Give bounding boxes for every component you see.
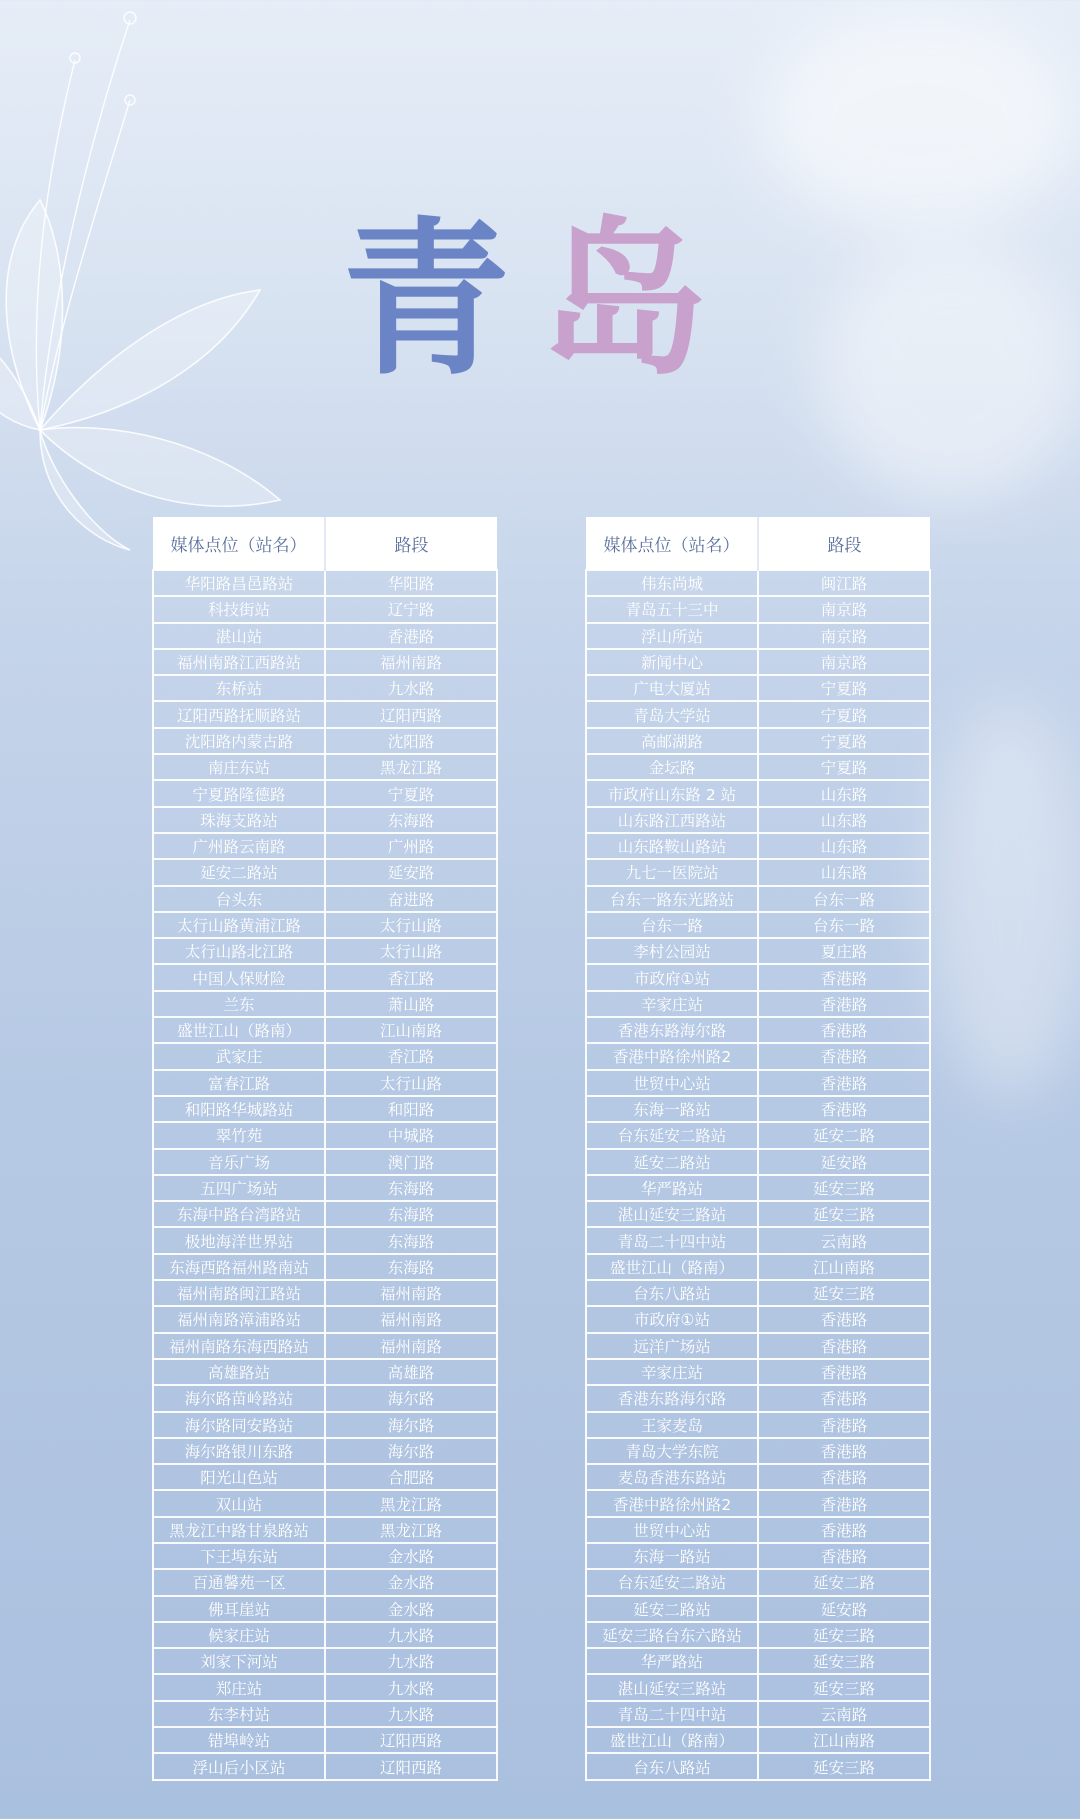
- road-cell: 福州南路: [325, 1333, 497, 1359]
- table-row: [586, 833, 930, 859]
- station-cell: 山东路鞍山路站: [586, 833, 758, 859]
- road-cell: 海尔路: [325, 1412, 497, 1438]
- table-row: [586, 1727, 930, 1753]
- road-cell: 香江路: [325, 1043, 497, 1069]
- station-cell: 黑龙江中路甘泉路站: [153, 1517, 325, 1543]
- table-row: [153, 991, 497, 1017]
- road-cell: 海尔路: [325, 1438, 497, 1464]
- table-row: [153, 780, 497, 806]
- station-cell: 海尔路同安路站: [153, 1412, 325, 1438]
- station-cell: 富春江路: [153, 1070, 325, 1096]
- station-cell: 南庄东站: [153, 754, 325, 780]
- station-cell: 五四广场站: [153, 1175, 325, 1201]
- station-cell: 武家庄: [153, 1043, 325, 1069]
- road-cell: 延安路: [758, 1596, 930, 1622]
- title-char-dao: 岛: [540, 200, 738, 398]
- table-row: [586, 1490, 930, 1516]
- road-cell: 和阳路: [325, 1096, 497, 1122]
- station-cell: 沈阳路内蒙古路: [153, 728, 325, 754]
- table-row: [153, 1122, 497, 1148]
- table-row: [153, 1359, 497, 1385]
- table-row: [153, 1149, 497, 1175]
- table-row: [153, 1175, 497, 1201]
- table-row: [586, 1464, 930, 1490]
- station-cell: 辽阳西路抚顺路站: [153, 701, 325, 727]
- table-row: [153, 1701, 497, 1727]
- road-cell: 太行山路: [325, 1070, 497, 1096]
- station-cell: 台东八路站: [586, 1280, 758, 1306]
- table-row: [586, 1227, 930, 1253]
- station-cell: 延安二路站: [586, 1596, 758, 1622]
- road-cell: 黑龙江路: [325, 754, 497, 780]
- station-cell: 华阳路昌邑路站: [153, 570, 325, 596]
- road-cell: 金水路: [325, 1543, 497, 1569]
- station-cell: 世贸中心站: [586, 1070, 758, 1096]
- table-header-row: [586, 517, 930, 570]
- road-cell: 香港路: [758, 1464, 930, 1490]
- road-cell: 香港路: [758, 1543, 930, 1569]
- table-row: [586, 1569, 930, 1595]
- station-cell: 盛世江山（路南）: [586, 1727, 758, 1753]
- station-cell: 湛山站: [153, 623, 325, 649]
- station-cell: 下王埠东站: [153, 1543, 325, 1569]
- table-row: [586, 938, 930, 964]
- table-row: [586, 1149, 930, 1175]
- station-cell: 台东一路: [586, 912, 758, 938]
- road-cell: 山东路: [758, 780, 930, 806]
- station-cell: 东李村站: [153, 1701, 325, 1727]
- table-row: [586, 1543, 930, 1569]
- station-cell: 青岛五十三中: [586, 596, 758, 622]
- road-cell: 江山南路: [758, 1254, 930, 1280]
- road-cell: 山东路: [758, 807, 930, 833]
- table-row: [153, 1622, 497, 1648]
- table-row: [586, 675, 930, 701]
- table-row: [153, 1753, 497, 1779]
- table-row: [586, 1070, 930, 1096]
- road-cell: 黑龙江路: [325, 1490, 497, 1516]
- road-cell: 香港路: [758, 1490, 930, 1516]
- station-cell: 郑庄站: [153, 1674, 325, 1700]
- road-cell: 辽阳西路: [325, 1753, 497, 1779]
- road-cell: 沈阳路: [325, 728, 497, 754]
- road-cell: 夏庄路: [758, 938, 930, 964]
- road-cell: 太行山路: [325, 912, 497, 938]
- station-cell: 候家庄站: [153, 1622, 325, 1648]
- road-cell: 东海路: [325, 1201, 497, 1227]
- table-row: [153, 1543, 497, 1569]
- table-row: [153, 1727, 497, 1753]
- table-row: [586, 1701, 930, 1727]
- road-cell: 九水路: [325, 1674, 497, 1700]
- station-cell: 浮山后小区站: [153, 1753, 325, 1779]
- table-row: [153, 1227, 497, 1253]
- table-row: [586, 754, 930, 780]
- table-row: [153, 1412, 497, 1438]
- station-cell: 阳光山色站: [153, 1464, 325, 1490]
- station-cell: 香港中路徐州路2: [586, 1043, 758, 1069]
- road-cell: 福州南路: [325, 649, 497, 675]
- cloud-decoration: [930, 700, 1080, 1100]
- station-cell: 香港东路海尔路: [586, 1385, 758, 1411]
- station-cell: 新闻中心: [586, 649, 758, 675]
- table-row: [586, 1254, 930, 1280]
- road-cell: 香港路: [758, 1017, 930, 1043]
- road-cell: 香港路: [758, 1412, 930, 1438]
- station-cell: 延安三路台东六路站: [586, 1622, 758, 1648]
- station-cell: 李村公园站: [586, 938, 758, 964]
- station-cell: 和阳路华城路站: [153, 1096, 325, 1122]
- table-row: [586, 649, 930, 675]
- station-cell: 东海西路福州路南站: [153, 1254, 325, 1280]
- table-row: [586, 1280, 930, 1306]
- station-cell: 台东延安二路站: [586, 1122, 758, 1148]
- table-row: [153, 833, 497, 859]
- station-cell: 科技街站: [153, 596, 325, 622]
- road-cell: 萧山路: [325, 991, 497, 1017]
- station-cell: 翠竹苑: [153, 1122, 325, 1148]
- station-cell: 湛山延安三路站: [586, 1201, 758, 1227]
- title-char-qing: 青: [342, 200, 540, 398]
- table-row: [586, 1306, 930, 1332]
- road-cell: 辽阳西路: [325, 701, 497, 727]
- station-cell: 华严路站: [586, 1648, 758, 1674]
- station-cell: 九七一医院站: [586, 859, 758, 885]
- road-cell: 山东路: [758, 859, 930, 885]
- table-row: [586, 1438, 930, 1464]
- road-cell: 东海路: [325, 1254, 497, 1280]
- road-cell: 香港路: [758, 1517, 930, 1543]
- station-cell: 盛世江山（路南）: [153, 1017, 325, 1043]
- station-cell: 盛世江山（路南）: [586, 1254, 758, 1280]
- road-cell: 海尔路: [325, 1385, 497, 1411]
- road-cell: 宁夏路: [758, 701, 930, 727]
- table-row: [153, 938, 497, 964]
- station-cell: 青岛大学东院: [586, 1438, 758, 1464]
- table-row: [586, 1517, 930, 1543]
- station-cell: 福州南路漳浦路站: [153, 1306, 325, 1332]
- road-cell: 延安三路: [758, 1280, 930, 1306]
- station-cell: 台东延安二路站: [586, 1569, 758, 1595]
- road-cell: 合肥路: [325, 1464, 497, 1490]
- header-station: 媒体点位（站名）: [153, 517, 325, 570]
- table-row: [586, 596, 930, 622]
- table-row: [586, 1201, 930, 1227]
- table-row: [153, 1254, 497, 1280]
- road-cell: 香港路: [758, 1438, 930, 1464]
- station-cell: 错埠岭站: [153, 1727, 325, 1753]
- road-cell: 东海路: [325, 1175, 497, 1201]
- road-cell: 延安三路: [758, 1648, 930, 1674]
- table-row: [153, 964, 497, 990]
- road-cell: 宁夏路: [758, 754, 930, 780]
- station-cell: 浮山所站: [586, 623, 758, 649]
- road-cell: 福州南路: [325, 1306, 497, 1332]
- road-cell: 江山南路: [758, 1727, 930, 1753]
- station-cell: 香港东路海尔路: [586, 1017, 758, 1043]
- road-cell: 黑龙江路: [325, 1517, 497, 1543]
- road-cell: 江山南路: [325, 1017, 497, 1043]
- road-cell: 九水路: [325, 675, 497, 701]
- table-row: [586, 1385, 930, 1411]
- station-cell: 极地海洋世界站: [153, 1227, 325, 1253]
- table-row: [153, 912, 497, 938]
- table-row: [153, 596, 497, 622]
- station-cell: 兰东: [153, 991, 325, 1017]
- road-cell: 南京路: [758, 649, 930, 675]
- station-cell: 福州南路江西路站: [153, 649, 325, 675]
- table-row: [586, 991, 930, 1017]
- road-cell: 宁夏路: [758, 675, 930, 701]
- road-cell: 延安二路: [758, 1122, 930, 1148]
- station-cell: 福州南路闽江路站: [153, 1280, 325, 1306]
- road-cell: 云南路: [758, 1701, 930, 1727]
- station-cell: 延安二路站: [586, 1149, 758, 1175]
- road-cell: 香港路: [758, 1043, 930, 1069]
- station-cell: 太行山路黄浦江路: [153, 912, 325, 938]
- table-row: [586, 1648, 930, 1674]
- table-row: [153, 1648, 497, 1674]
- table-row: [153, 754, 497, 780]
- road-cell: 香港路: [758, 1070, 930, 1096]
- table-row: [586, 1412, 930, 1438]
- table-row: [586, 807, 930, 833]
- road-cell: 金水路: [325, 1596, 497, 1622]
- media-table-left: [152, 517, 498, 1781]
- road-cell: 延安三路: [758, 1674, 930, 1700]
- station-cell: 海尔路银川东路: [153, 1438, 325, 1464]
- table-row: [586, 1359, 930, 1385]
- table-row: [153, 675, 497, 701]
- station-cell: 辛家庄站: [586, 991, 758, 1017]
- table-row: [586, 623, 930, 649]
- table-row: [586, 1596, 930, 1622]
- station-cell: 海尔路苗岭路站: [153, 1385, 325, 1411]
- table-row: [586, 1096, 930, 1122]
- station-cell: 中国人保财险: [153, 964, 325, 990]
- table-row: [586, 701, 930, 727]
- road-cell: 山东路: [758, 833, 930, 859]
- station-cell: 青岛二十四中站: [586, 1701, 758, 1727]
- table-row: [153, 701, 497, 727]
- station-cell: 双山站: [153, 1490, 325, 1516]
- table-row: [586, 570, 930, 596]
- station-cell: 台头东: [153, 886, 325, 912]
- station-cell: 金坛路: [586, 754, 758, 780]
- station-cell: 伟东尚城: [586, 570, 758, 596]
- station-cell: 东海中路台湾路站: [153, 1201, 325, 1227]
- station-cell: 麦岛香港东路站: [586, 1464, 758, 1490]
- station-cell: 台东八路站: [586, 1753, 758, 1779]
- station-cell: 王家麦岛: [586, 1412, 758, 1438]
- table-row: [153, 1490, 497, 1516]
- station-cell: 高雄路站: [153, 1359, 325, 1385]
- road-cell: 东海路: [325, 1227, 497, 1253]
- road-cell: 香港路: [758, 1306, 930, 1332]
- road-cell: 台东一路: [758, 886, 930, 912]
- station-cell: 世贸中心站: [586, 1517, 758, 1543]
- cloud-decoration: [760, 10, 1080, 230]
- road-cell: 奋进路: [325, 886, 497, 912]
- station-cell: 山东路江西路站: [586, 807, 758, 833]
- table-row: [153, 570, 497, 596]
- table-row: [153, 807, 497, 833]
- station-cell: 高邮湖路: [586, 728, 758, 754]
- station-cell: 太行山路北江路: [153, 938, 325, 964]
- table-row: [153, 886, 497, 912]
- road-cell: 九水路: [325, 1648, 497, 1674]
- road-cell: 延安路: [758, 1149, 930, 1175]
- road-cell: 高雄路: [325, 1359, 497, 1385]
- road-cell: 延安三路: [758, 1753, 930, 1779]
- station-cell: 湛山延安三路站: [586, 1674, 758, 1700]
- table-row: [586, 1122, 930, 1148]
- road-cell: 延安三路: [758, 1175, 930, 1201]
- header-road: 路段: [325, 517, 497, 570]
- road-cell: 香港路: [758, 991, 930, 1017]
- road-cell: 辽宁路: [325, 596, 497, 622]
- table-row: [153, 728, 497, 754]
- table-row: [586, 859, 930, 885]
- station-cell: 市政府①站: [586, 964, 758, 990]
- station-cell: 广州路云南路: [153, 833, 325, 859]
- table-row: [153, 1043, 497, 1069]
- table-row: [153, 1017, 497, 1043]
- table-row: [153, 1464, 497, 1490]
- table-row: [586, 1333, 930, 1359]
- station-cell: 宁夏路隆德路: [153, 780, 325, 806]
- table-row: [153, 1070, 497, 1096]
- road-cell: 台东一路: [758, 912, 930, 938]
- road-cell: 金水路: [325, 1569, 497, 1595]
- station-cell: 延安二路站: [153, 859, 325, 885]
- road-cell: 太行山路: [325, 938, 497, 964]
- road-cell: 辽阳西路: [325, 1727, 497, 1753]
- road-cell: 云南路: [758, 1227, 930, 1253]
- road-cell: 中城路: [325, 1122, 497, 1148]
- station-cell: 辛家庄站: [586, 1359, 758, 1385]
- table-row: [586, 1753, 930, 1779]
- road-cell: 香港路: [758, 1096, 930, 1122]
- station-cell: 香港中路徐州路2: [586, 1490, 758, 1516]
- table-row: [153, 1385, 497, 1411]
- road-cell: 九水路: [325, 1622, 497, 1648]
- station-cell: 福州南路东海西路站: [153, 1333, 325, 1359]
- station-cell: 广电大厦站: [586, 675, 758, 701]
- table-row: [586, 964, 930, 990]
- station-cell: 东桥站: [153, 675, 325, 701]
- road-cell: 香江路: [325, 964, 497, 990]
- table-row: [586, 912, 930, 938]
- station-cell: 华严路站: [586, 1175, 758, 1201]
- station-cell: 佛耳崖站: [153, 1596, 325, 1622]
- station-cell: 远洋广场站: [586, 1333, 758, 1359]
- table-header-row: [153, 517, 497, 570]
- road-cell: 华阳路: [325, 570, 497, 596]
- road-cell: 东海路: [325, 807, 497, 833]
- table-row: [586, 1674, 930, 1700]
- road-cell: 香港路: [758, 1385, 930, 1411]
- table-row: [153, 1201, 497, 1227]
- road-cell: 香港路: [758, 1359, 930, 1385]
- table-row: [153, 1306, 497, 1332]
- station-cell: 东海一路站: [586, 1096, 758, 1122]
- road-cell: 广州路: [325, 833, 497, 859]
- road-cell: 宁夏路: [325, 780, 497, 806]
- road-cell: 福州南路: [325, 1280, 497, 1306]
- road-cell: 宁夏路: [758, 728, 930, 754]
- media-table-right: [585, 517, 931, 1781]
- table-row: [586, 1622, 930, 1648]
- road-cell: 闽江路: [758, 570, 930, 596]
- header-road: 路段: [758, 517, 930, 570]
- table-row: [586, 1017, 930, 1043]
- table-row: [586, 728, 930, 754]
- road-cell: 九水路: [325, 1701, 497, 1727]
- header-station: 媒体点位（站名）: [586, 517, 758, 570]
- table-row: [586, 886, 930, 912]
- table-row: [153, 1596, 497, 1622]
- road-cell: 香港路: [758, 1333, 930, 1359]
- table-row: [153, 649, 497, 675]
- road-cell: 香港路: [325, 623, 497, 649]
- road-cell: 澳门路: [325, 1149, 497, 1175]
- station-cell: 百通馨苑一区: [153, 1569, 325, 1595]
- table-row: [153, 623, 497, 649]
- road-cell: 南京路: [758, 623, 930, 649]
- table-row: [153, 1569, 497, 1595]
- road-cell: 延安二路: [758, 1569, 930, 1595]
- road-cell: 延安三路: [758, 1622, 930, 1648]
- table-row: [586, 780, 930, 806]
- station-cell: 市政府①站: [586, 1306, 758, 1332]
- road-cell: 延安路: [325, 859, 497, 885]
- table-row: [153, 1333, 497, 1359]
- station-cell: 音乐广场: [153, 1149, 325, 1175]
- station-cell: 东海一路站: [586, 1543, 758, 1569]
- table-row: [586, 1043, 930, 1069]
- table-row: [153, 1280, 497, 1306]
- road-cell: 香港路: [758, 964, 930, 990]
- page-title: [0, 200, 1080, 398]
- table-row: [586, 1175, 930, 1201]
- table-row: [153, 1674, 497, 1700]
- station-cell: 珠海支路站: [153, 807, 325, 833]
- station-cell: 市政府山东路 2 站: [586, 780, 758, 806]
- table-row: [153, 859, 497, 885]
- table-row: [153, 1096, 497, 1122]
- station-cell: 刘家下河站: [153, 1648, 325, 1674]
- station-cell: 青岛大学站: [586, 701, 758, 727]
- road-cell: 南京路: [758, 596, 930, 622]
- station-cell: 青岛二十四中站: [586, 1227, 758, 1253]
- table-row: [153, 1438, 497, 1464]
- station-cell: 台东一路东光路站: [586, 886, 758, 912]
- table-row: [153, 1517, 497, 1543]
- road-cell: 延安三路: [758, 1201, 930, 1227]
